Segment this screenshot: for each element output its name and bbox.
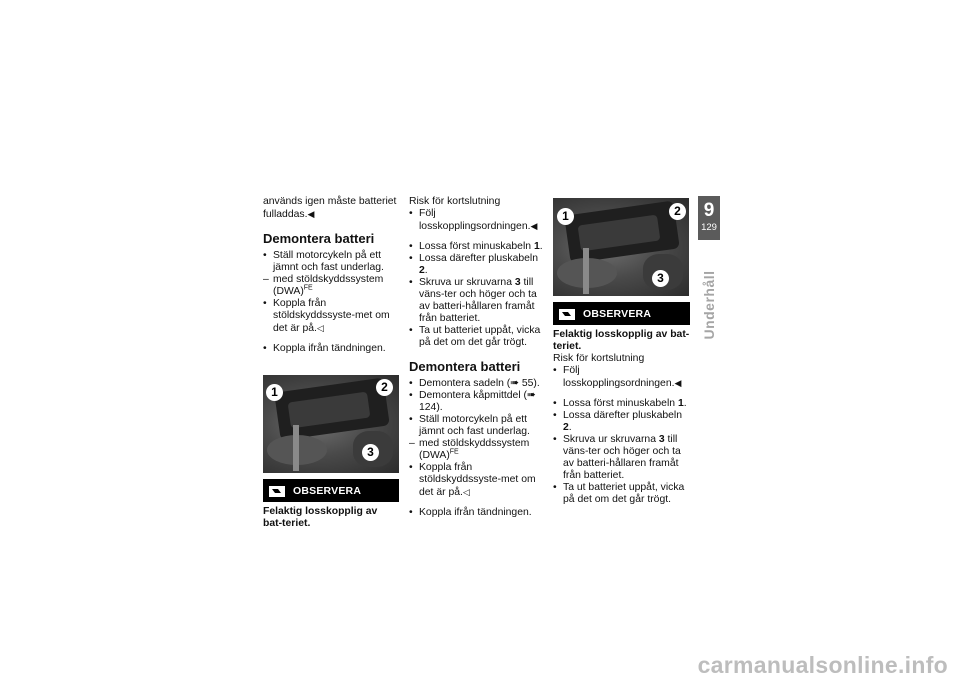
- callout-label: 3: [362, 444, 379, 461]
- open-end-mark-icon: ◁: [316, 323, 324, 333]
- list-item: • Ta ut batteriet uppåt, vicka på det om det går trögt.: [409, 325, 545, 349]
- wrench-book-icon: [269, 484, 285, 498]
- column-1: [263, 196, 399, 530]
- list-item: • Demontera sadeln (➠ 55).: [409, 378, 545, 390]
- steps-list: [263, 250, 399, 355]
- notice-title: Felaktig losskopplig av bat-teriet.: [263, 506, 378, 529]
- end-mark-icon: ◀: [674, 378, 682, 388]
- notice-title: Felaktig losskopplig av bat-teriet.: [553, 329, 690, 352]
- risk-text: Risk för kortslutning: [553, 353, 645, 364]
- battery-photo: [553, 198, 689, 296]
- callout-label: 2: [376, 379, 393, 396]
- intro-text: används igen måste batteriet fulladdas.◀: [263, 196, 397, 220]
- section-heading: Demontera batteri: [263, 231, 375, 246]
- notice-banner: OBSERVERA: [263, 479, 399, 502]
- callout-label: 1: [557, 208, 574, 225]
- risk-text: Risk för kortslutning: [409, 196, 501, 207]
- list-item: • Lossa därefter pluskabeln 2.: [409, 253, 545, 277]
- list-item: • Ställ motorcykeln på ett jämnt och fast underlag.: [263, 250, 399, 274]
- list-item: • Lossa därefter pluskabeln 2.: [553, 410, 690, 434]
- list-item: • Ta ut batteriet uppåt, vicka på det om det går trögt.: [553, 482, 690, 506]
- watermark-text: carmanualsonline.info: [697, 652, 948, 678]
- list-item: • Koppla ifrån tändningen.: [263, 343, 399, 355]
- list-item: • Följ losskopplingsordningen.◀: [409, 208, 545, 233]
- list-item: • Skruva ur skruvarna 3 till väns-ter och höger och ta av batteri-hållaren framåt från batteriet.: [553, 434, 690, 482]
- chapter-tab: [698, 196, 720, 240]
- callout-label: 2: [669, 203, 686, 220]
- list-item: • Lossa först minuskabeln 1.: [409, 241, 545, 253]
- column-3: [553, 196, 690, 506]
- list-item: • Demontera kåpmittdel (➠ 124).: [409, 390, 545, 414]
- end-mark-icon: ◀: [530, 221, 538, 231]
- list-item: – med stöldskyddssystem (DWA)$^{FE}$: [409, 438, 545, 462]
- list-item: • Skruva ur skruvarna 3 till väns-ter och höger och ta av batteri-hållaren framåt från batteriet.: [409, 277, 545, 325]
- section-heading: Demontera batteri: [409, 359, 521, 374]
- list-item: • Ställ motorcykeln på ett jämnt och fast underlag.: [409, 414, 545, 438]
- list-item: • Koppla ifrån tändningen.: [409, 507, 545, 519]
- notice-banner: OBSERVERA: [553, 302, 690, 325]
- end-mark-icon: ◀: [307, 209, 315, 219]
- page-number: 129: [701, 222, 717, 233]
- section-title: Underhåll: [701, 270, 717, 340]
- battery-photo: [263, 375, 399, 473]
- list-item: • Lossa först minuskabeln 1.: [553, 398, 690, 410]
- steps-list: [409, 208, 545, 349]
- open-end-mark-icon: ◁: [462, 487, 470, 497]
- list-item: • Koppla från stöldskyddssyste-met om det är på.◁: [263, 298, 399, 335]
- wrench-book-icon: [559, 307, 575, 321]
- column-2: [409, 196, 545, 519]
- callout-label: 1: [266, 384, 283, 401]
- list-item: • Följ losskopplingsordningen.◀: [553, 365, 690, 390]
- list-item: • Koppla från stöldskyddssyste-met om det är på.◁: [409, 462, 545, 499]
- steps-list: [553, 365, 690, 506]
- steps-list: [409, 378, 545, 519]
- list-item: – med stöldskyddssystem (DWA)$^{FE}$: [263, 274, 399, 298]
- callout-label: 3: [652, 270, 669, 287]
- chapter-number: 9: [703, 200, 715, 221]
